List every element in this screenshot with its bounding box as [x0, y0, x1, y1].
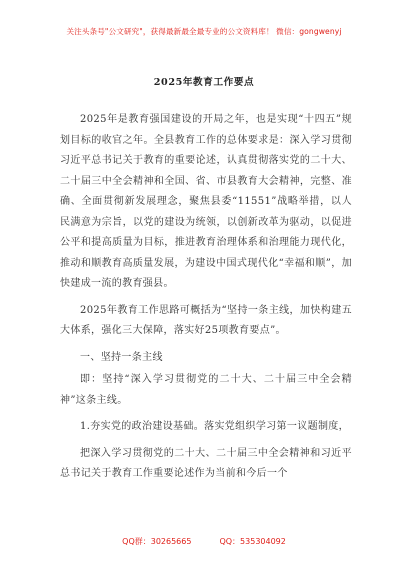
section-heading: 一、坚持一条主线 — [80, 351, 163, 363]
qq-label: QQ：535304092 — [219, 537, 286, 546]
document-body — [60, 110, 352, 491]
promo-banner: 关注头条号"公文研究"，获得最新最全最专业的公文资料库！ 微信：gongwenyj — [66, 27, 342, 36]
paragraph-item-1: 1.夯实党的政治建设基础。落实党组织学习第一议题制度， — [80, 421, 349, 432]
paragraph-continued: 把深入学习贯彻党的二十大、二十届三中全会精神和习近平总书记关于教育工作重要论述作为当前和今后一个 — [60, 447, 352, 479]
document-title: 2025年教育工作要点 — [153, 77, 255, 88]
qq-group-label: QQ群：30265665 — [122, 537, 192, 546]
paragraph-mainline: 即：坚持“深入学习贯彻党的二十大、二十届三中全会精神”这条主线。 — [60, 374, 352, 406]
paragraph-intro: 2025年是教育强国建设的开局之年，也是实现“十四五”规划目标的收官之年。全县教育工作的总体要求是：深入学习贯彻习近平总书记关于教育的重要论述，认真贯彻落实党的二十大、二十届三中全会精神和全国、省、市县教育大会精神，完整、准确、全面贯彻新发展理念，聚焦县委“11551”战略举措，以人民满意为宗旨，以党的建设为统领，以创新改革为驱动，以促进公平和提高质量为目标，推进教育治理体系和治理能力现代化，推动和顺教育高质量发展，为建设中国式现代化“幸福和顺”，加快建成一流的教育强县。 — [60, 114, 352, 289]
paragraph-summary: 2025年教育工作思路可概括为“坚持一条主线，加快构建五大体系，强化三大保障，落实好25项教育要点”。 — [60, 304, 352, 336]
footer-contact — [0, 536, 408, 547]
